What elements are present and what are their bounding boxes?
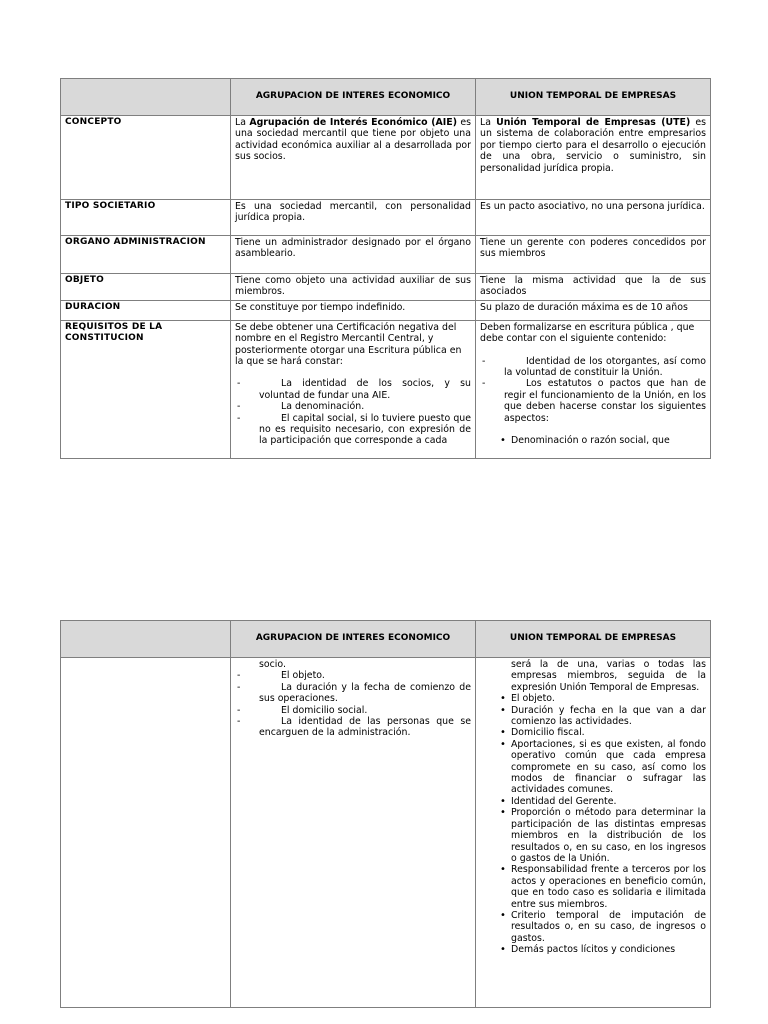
row-concepto — [61, 116, 711, 200]
list-item: • Domicilio fiscal. — [498, 727, 706, 738]
header-ute: UNION TEMPORAL DE EMPRESAS — [476, 621, 711, 658]
list-item: • Identidad del Gerente. — [498, 796, 706, 807]
requisitos-ute-intro: Deben formalizarse en escritura pública , que debe contar con el siguiente contenido: — [480, 321, 695, 345]
cell-tipo-aie: Es una sociedad mercantil, con personalidad jurídica propia. — [231, 200, 476, 236]
cell-requisitos-aie-cont — [231, 658, 476, 1008]
list-item: • Duración y fecha en la que van a dar comienzo las actividades. — [498, 705, 706, 728]
list-item: • Demás pactos lícitos y condiciones — [498, 944, 706, 955]
requisitos-ute-list — [480, 356, 706, 424]
row-organo — [61, 236, 711, 274]
header-aie: AGRUPACION DE INTERES ECONOMICO — [231, 621, 476, 658]
table-page-2 — [60, 620, 710, 1008]
row-label-concepto: CONCEPTO — [61, 116, 231, 200]
header-corner-cell — [61, 79, 231, 116]
cell-requisitos-aie — [231, 320, 476, 458]
row-requisitos — [61, 320, 711, 458]
row-objeto — [61, 274, 711, 301]
cell-objeto-ute: Tiene la misma actividad que la de sus asociados — [476, 274, 711, 301]
cell-requisitos-ute — [476, 320, 711, 458]
list-item: - La denominación. — [235, 401, 471, 412]
list-item: • Aportaciones, si es que existen, al fondo operativo común que cada empresa compromete en su caso, así como los modos de financiar o sufragar las actividades comunes. — [498, 739, 706, 796]
list-item: • Criterio temporal de imputación de resultados o, en su caso, de ingresos o gastos. — [498, 910, 706, 944]
cell-objeto-aie: Tiene como objeto una actividad auxiliar de sus miembros. — [231, 274, 476, 301]
table-header-row — [61, 79, 711, 116]
row-requisitos-cont — [61, 658, 711, 1008]
requisitos-ute-bullets — [480, 435, 706, 446]
list-item: - La duración y la fecha de comienzo de sus operaciones. — [235, 682, 471, 705]
list-item: - Los estatutos o pactos que han de regir el funcionamiento de la Unión, en los que deben hacerse constar los siguientes aspectos: — [480, 378, 706, 424]
cell-duracion-aie: Se constituye por tiempo indefinido. — [231, 300, 476, 320]
row-label-duracion: DURACION — [61, 300, 231, 320]
header-aie: AGRUPACION DE INTERES ECONOMICO — [231, 79, 476, 116]
cell-organo-aie: Tiene un administrador designado por el órgano asambleario. — [231, 236, 476, 274]
list-item: • Responsabilidad frente a terceros por los actos y operaciones en beneficio común, que en todo caso es solidaria e ilimitada entre sus miembros. — [498, 864, 706, 910]
requisitos-aie-intro: Se debe obtener una Certificación negativa del nombre en el Registro Mercantil Central, y posteriormente otorgar una Escritura pública en la que se hará constar: — [235, 321, 462, 368]
comparison-table-1 — [60, 78, 711, 459]
comparison-table-2 — [60, 620, 711, 1008]
header-corner-cell — [61, 621, 231, 658]
row-label-objeto: OBJETO — [61, 274, 231, 301]
list-item: - El domicilio social. — [235, 705, 471, 716]
row-label-organo: ORGANO ADMINISTRACION — [61, 236, 231, 274]
cell-organo-ute: Tiene un gerente con poderes concedidos por sus miembros — [476, 236, 711, 274]
list-item: • Denominación o razón social, que — [498, 435, 706, 446]
list-item: - Identidad de los otorgantes, así como la voluntad de constituir la Unión. — [480, 356, 706, 379]
table-page-1 — [60, 78, 710, 459]
aie-continued-list — [235, 670, 471, 738]
list-item: - La identidad de las personas que se encarguen de la administración. — [235, 716, 471, 739]
cell-tipo-ute: Es un pacto asociativo, no una persona jurídica. — [476, 200, 711, 236]
header-ute: UNION TEMPORAL DE EMPRESAS — [476, 79, 711, 116]
ute-continued-text: será la de una, varias o todas las empresas miembros, seguida de la expresión Unión Temporal de Empresas. — [511, 659, 706, 693]
list-item: • El objeto. — [498, 693, 706, 704]
row-label-tipo: TIPO SOCIETARIO — [61, 200, 231, 236]
row-duracion — [61, 300, 711, 320]
cell-requisitos-ute-cont — [476, 658, 711, 1008]
cell-concepto-ute: La Unión Temporal de Empresas (UTE) es un sistema de colaboración entre empresarios por tiempo cierto para el desarrollo o ejecución de una obra, servicio o suministro, sin personalidad jurídica propia. — [476, 116, 711, 200]
aie-continued-text: socio. — [259, 659, 286, 670]
list-item: • Proporción o método para determinar la participación de las distintas empresas miembros en la distribución de los resultados o, en su caso, en los ingresos o gastos de la Unión. — [498, 807, 706, 864]
cell-duracion-ute: Su plazo de duración máxima es de 10 años — [476, 300, 711, 320]
row-label-empty — [61, 658, 231, 1008]
list-item: - El capital social, si lo tuviere puesto que no es requisito necesario, con expresión de la participación que corresponde a cada — [235, 413, 471, 447]
table-header-row — [61, 621, 711, 658]
requisitos-aie-list — [235, 378, 471, 446]
row-label-requisitos: REQUISITOS DE LA CONSTITUCION — [61, 320, 231, 458]
list-item: - El objeto. — [235, 670, 471, 681]
ute-continued-list — [498, 693, 706, 955]
row-tipo-societario — [61, 200, 711, 236]
cell-concepto-aie: La Agrupación de Interés Económico (AIE) es una sociedad mercantil que tiene por objeto una actividad económica auxiliar al a desarrollada por sus socios. — [231, 116, 476, 200]
list-item: - La identidad de los socios, y su voluntad de fundar una AIE. — [235, 378, 471, 401]
